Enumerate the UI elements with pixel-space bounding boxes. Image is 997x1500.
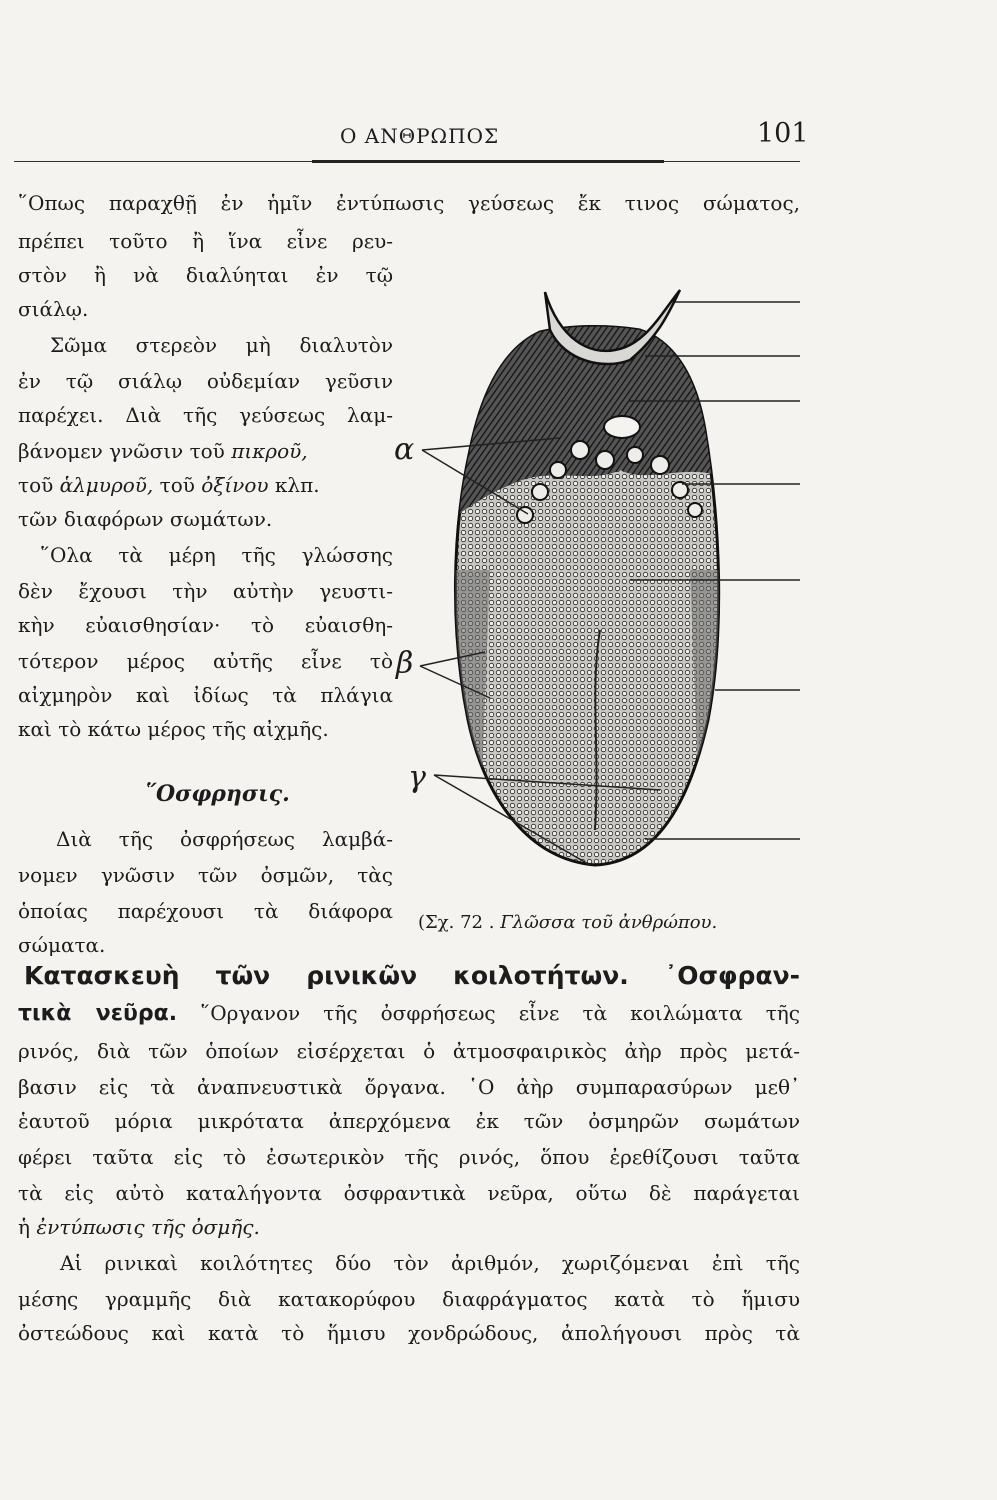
italic-term: ἁλμυροῦ,: [59, 473, 154, 497]
paragraph-line: [18, 1000, 800, 1027]
paragraph-text: κλπ.: [274, 473, 320, 497]
italic-term: ἐντύπωσις τῆς ὀσμῆς.: [36, 1215, 260, 1239]
paragraph-line: ῞Ολα τὰ μέρη τῆς γλώσσης: [40, 543, 393, 567]
paragraph-line: ὀστεώδους καὶ κατὰ τὸ ἥμισυ χονδρώδους, ἀπολήγουσι πρὸς τὰ: [18, 1321, 800, 1345]
figure-caption: [418, 912, 717, 933]
paragraph-line: φέρει ταῦτα εἰς τὸ ἐσωτερικὸν τῆς ρινός, ὅπου ἐρεθίζουσι ταῦτα: [18, 1145, 800, 1169]
paragraph-line: [18, 438, 308, 464]
paragraph-line: Αἱ ρινικαὶ κοιλότητες δύο τὸν ἀριθμόν, χωριζόμεναι ἐπὶ τῆς: [60, 1251, 800, 1275]
subsection-heading: Κατασκευὴ τῶν ρινικῶν κοιλοτήτων. ᾿Οσφραν-: [24, 961, 800, 990]
paragraph-line: τὰ εἰς αὐτὸ καταλήγοντα ὀσφραντικὰ νεῦρα, οὕτω δὲ παράγεται: [18, 1181, 800, 1205]
paragraph-line: σώματα.: [18, 933, 106, 957]
paragraph-line: στὸν ἢ νὰ διαλύηται ἐν τῷ: [18, 263, 393, 287]
tongue-drawing: [390, 270, 800, 900]
paragraph-line: καὶ τὸ κάτω μέρος τῆς αἰχμῆς.: [18, 717, 329, 741]
tongue-illustration: [390, 270, 800, 900]
paragraph-line: ρινός, διὰ τῶν ὁποίων εἰσέρχεται ὁ ἀτμοσφαιρικὸς ἀὴρ πρὸς μετά-: [18, 1039, 800, 1063]
paragraph-line: ἑαυτοῦ μόρια μικρότατα ἀπερχόμενα ἐκ τῶν ὀσμηρῶν σωμάτων: [18, 1109, 800, 1133]
paragraph-line: παρέχει. Διὰ τῆς γεύσεως λαμ-: [18, 403, 393, 427]
paragraph-line: Σῶμα στερεὸν μὴ διαλυτὸν: [50, 333, 393, 357]
paragraph-text: ἡ: [18, 1215, 30, 1239]
paragraph-text: ῞Οργανον τῆς ὀσφρήσεως εἶνε τὰ κοιλώματα τῆς: [200, 1001, 800, 1025]
papilla: [604, 416, 640, 438]
paragraph-line: ἐν τῷ σιάλῳ οὐδεμίαν γεῦσιν: [18, 369, 393, 393]
paragraph-line: Διὰ τῆς ὀσφρήσεως λαμβά-: [56, 827, 393, 851]
paragraph-line: ὁποίας παρέχουσι τὰ διάφορα: [18, 899, 393, 923]
figure-caption-title: Γλῶσσα τοῦ ἀνθρώπου.: [500, 912, 718, 933]
paragraph-line: πρέπει τοῦτο ἢ ἵνα εἶνε ρευ-: [18, 229, 393, 253]
running-header: Ο ΑΝΘΡΩΠΟΣ: [340, 124, 500, 148]
section-heading: ῞Οσφρησις.: [145, 781, 290, 807]
figure-label-b: β: [396, 646, 414, 681]
paragraph-line: τῶν διαφόρων σωμάτων.: [18, 507, 273, 531]
paragraph-line: δὲν ἔχουσι τὴν αὐτὴν γευστι-: [18, 579, 393, 603]
header-rule-bold: [312, 160, 664, 163]
paragraph-line: [18, 1214, 260, 1240]
paragraph-line: σιάλῳ.: [18, 297, 89, 321]
paragraph-line: [18, 472, 320, 498]
page-number: 101: [757, 118, 809, 149]
paragraph-line: κὴν εὐαισθησίαν· τὸ εὐαισθη-: [18, 613, 393, 637]
figure-caption-number: (Σχ. 72 .: [418, 912, 495, 933]
paragraph-line: αἰχμηρὸν καὶ ἰδίως τὰ πλάγια: [18, 683, 393, 707]
paragraph-line: βασιν εἰς τὰ ἀναπνευστικὰ ὄργανα. ῾Ο ἀὴρ συμπαρασύρων μεθ᾿: [18, 1075, 800, 1099]
paragraph-line: τότερον μέρος αὐτῆς εἶνε τὸ: [18, 649, 393, 673]
italic-term: ὀξίνου: [201, 473, 269, 497]
paragraph-line: νομεν γνῶσιν τῶν ὀσμῶν, τὰς: [18, 863, 393, 887]
paragraph-line: μέσης γραμμῆς διὰ κατακορύφου διαφράγματος κατὰ τὸ ἥμισυ: [18, 1287, 800, 1311]
paragraph-text: βάνομεν γνῶσιν τοῦ: [18, 439, 225, 463]
paragraph-line: ῞Οπως παραχθῇ ἐν ἡμῖν ἐντύπωσις γεύσεως ἔκ τινος σώματος,: [18, 191, 800, 215]
italic-term: πικροῦ,: [231, 439, 308, 463]
subsection-heading-continued: τικὰ νεῦρα.: [18, 1001, 178, 1026]
figure-label-g: γ: [408, 760, 426, 795]
paragraph-text: τοῦ: [159, 473, 195, 497]
figure-label-a: α: [394, 432, 415, 467]
paragraph-text: τοῦ: [18, 473, 54, 497]
